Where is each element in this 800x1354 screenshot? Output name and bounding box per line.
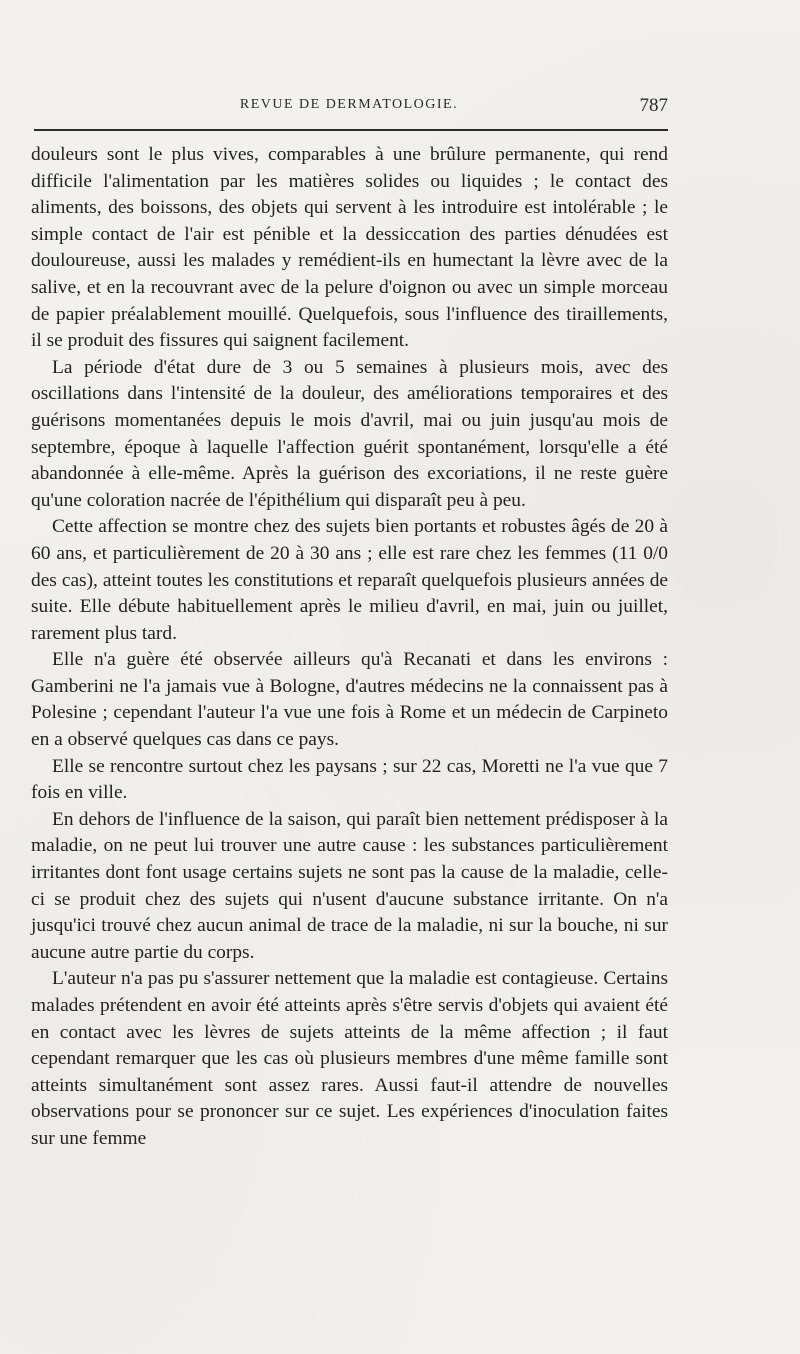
running-header [30, 95, 668, 121]
header-rule [34, 129, 668, 131]
article-body [31, 142, 668, 1153]
paragraph-periode-etat: La période d'état dure de 3 ou 5 semaines à plusieurs mois, avec des oscillations dans l'intensité de la douleur, des améliorations temporaires et des guérisons momentanées depuis le mois d'avril, mai ou juin jusqu'au mois de septembre, époque à laquelle l'affection guérit spontanément, lorsqu'elle a été abandonnée à elle-même. Après la guérison des excoriations, il ne reste guère qu'une coloration nacrée de l'épithélium qui disparaît peu à peu. [31, 356, 668, 511]
paragraph-contagion: L'auteur n'a pas pu s'assurer nettement que la maladie est contagieuse. Certains malades prétendent en avoir été atteints après s'être servis d'objets qui avaient été en contact avec les lèvres de sujets atteints de la même affection ; il faut cependant remarquer que les cas où plusieurs membres d'une même famille sont atteints simultanément sont assez rares. Aussi faut-il attendre de nouvelles observations pour se prononcer sur ce sujet. Les expériences d'inoculation faites sur une femme [31, 968, 668, 1149]
paragraph-cause: En dehors de l'influence de la saison, qui paraît bien nettement prédisposer à la maladie, on ne peut lui trouver une autre cause : les substances particulièrement irritantes dont font usage certains sujets ne sont pas la cause de la maladie, celle-ci se produit chez des sujets qui n'usent d'aucune substance irritante. On n'a jusqu'ici trouvé chez aucun animal de trace de la maladie, ni sur la bouche, ni sur aucune autre partie du corps. [31, 808, 668, 963]
paragraph-recanati: Elle n'a guère été observée ailleurs qu'à Recanati et dans les environs : Gamberini ne l'a jamais vue à Bologne, d'autres médecins ne la connaissent pas à Polesine ; cependant l'auteur l'a vue une fois à Rome et un médecin de Carpineto en a observé quelques cas dans ce pays. [31, 649, 668, 751]
paragraph-sujets: Cette affection se montre chez des sujets bien portants et robustes âgés de 20 à 60 ans, et particulièrement de 20 à 30 ans ; elle est rare chez les femmes (11 0/0 des cas), atteint toutes les constitutions et reparaît quelquefois plusieurs années de suite. Elle débute habituellement après le milieu d'avril, en mai, juin ou juillet, rarement plus tard. [31, 516, 668, 644]
journal-title: REVUE DE DERMATOLOGIE. [239, 97, 459, 112]
paragraph-paysans: Elle se rencontre surtout chez les paysans ; sur 22 cas, Moretti ne l'a vue que 7 fois en ville. [31, 755, 668, 804]
paragraph-continued: douleurs sont le plus vives, comparables à une brûlure permanente, qui rend difficile l'alimentation par les matières solides ou liquides ; le contact des aliments, des boissons, des objets qui servent à les introduire est intolérable ; le simple contact de l'air est pénible et la dessiccation des parties dénudées est douloureuse, aussi les malades y remédient-ils en humectant la lèvre avec de la salive, et en la recouvrant avec de la pelure d'oignon ou avec un simple morceau de papier préalablement mouillé. Quelquefois, sous l'influence des tiraillements, il se produit des fissures qui saignent facilement. [31, 144, 668, 352]
page-number: 787 [639, 95, 668, 116]
